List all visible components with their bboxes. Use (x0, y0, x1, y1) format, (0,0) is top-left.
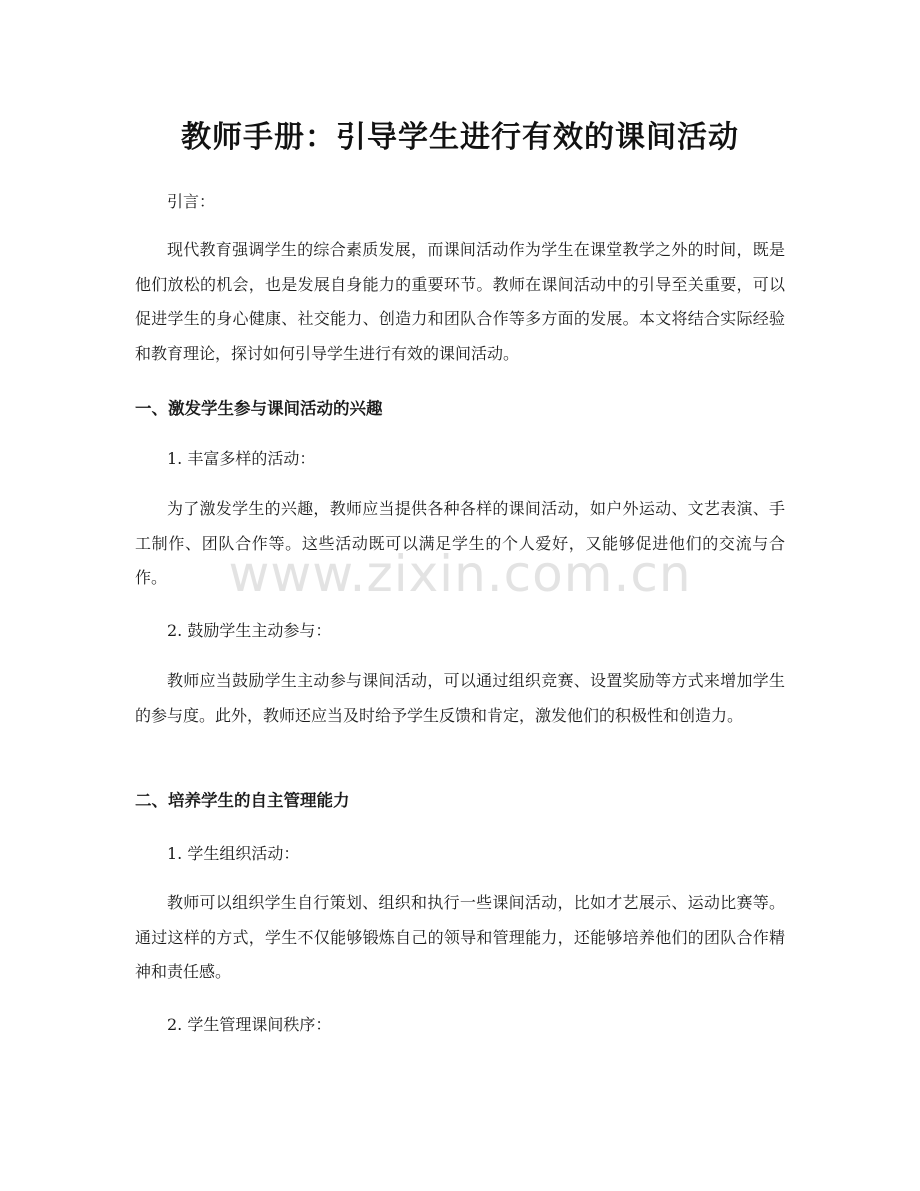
section-heading: 一、激发学生参与课间活动的兴趣 (135, 399, 383, 418)
watermark: www.zixin.com.cn (228, 545, 692, 603)
item-paragraph: 为了激发学生的兴趣，教师应当提供各种各样的课间活动，如户外运动、文艺表演、手工制作、团队合作等。这些活动既可以满足学生的个人爱好，又能够促进他们的交流与合作。 (135, 499, 785, 587)
item-label: 2. 学生管理课间秩序： (167, 1015, 332, 1034)
item-label: 1. 学生组织活动： (167, 844, 300, 863)
intro-paragraph: 现代教育强调学生的综合素质发展，而课间活动作为学生在课堂教学之外的时间，既是他们放松的机会，也是发展自身能力的重要环节。教师在课间活动中的引导至关重要，可以促进学生的身心健康、社交能力、创造力和团队合作等多方面的发展。本文将结合实际经验和教育理论，探讨如何引导学生进行有效的课间活动。 (135, 240, 785, 363)
item-label: 2. 鼓励学生主动参与： (167, 621, 332, 640)
item-paragraph: 教师应当鼓励学生主动参与课间活动，可以通过组织竞赛、设置奖励等方式来增加学生的参与度。此外，教师还应当及时给予学生反馈和肯定，激发他们的积极性和创造力。 (135, 671, 785, 725)
item-label: 1. 丰富多样的活动： (167, 449, 316, 468)
section-heading: 二、培养学生的自主管理能力 (135, 791, 350, 810)
item-paragraph: 教师可以组织学生自行策划、组织和执行一些课间活动，比如才艺展示、运动比赛等。通过这样的方式，学生不仅能够锻炼自己的领导和管理能力，还能够培养他们的团队合作精神和责任感。 (135, 893, 785, 981)
document-title: 教师手册：引导学生进行有效的课间活动 (181, 120, 739, 155)
intro-label: 引言： (167, 192, 216, 211)
